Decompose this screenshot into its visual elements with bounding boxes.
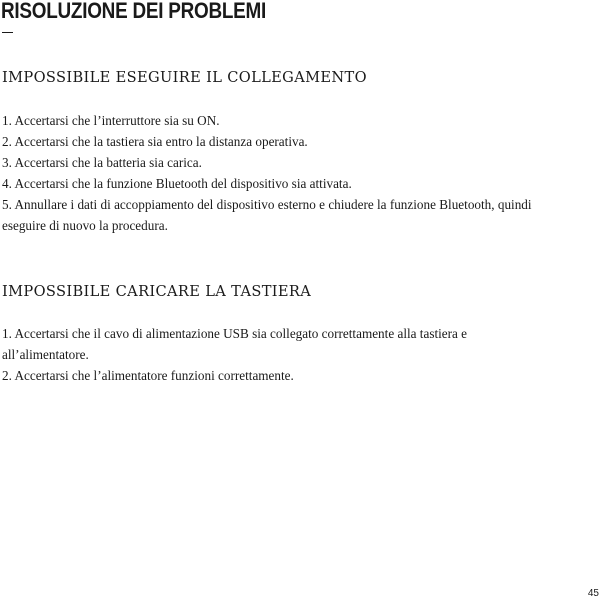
step-list	[2, 323, 542, 386]
list-item: 1. Accertarsi che l’interruttore sia su ON.	[2, 113, 220, 128]
page-number: 45	[587, 588, 599, 599]
list-item: 2. Accertarsi che l’alimentatore funzioni correttamente.	[2, 368, 294, 383]
section-heading: IMPOSSIBILE ESEGUIRE IL COLLEGAMENTO	[2, 69, 367, 86]
list-item: 2. Accertarsi che la tastiera sia entro la distanza operativa.	[2, 134, 308, 149]
list-item: 4. Accertarsi che la funzione Bluetooth del dispositivo sia attivata.	[2, 176, 352, 191]
page-title: RISOLUZIONE DEI PROBLEMI	[1, 0, 267, 23]
list-item: 5. Annullare i dati di accoppiamento del dispositivo esterno e chiudere la funzione Bluetooth, quindi eseguire di nuovo la procedura.	[2, 197, 532, 233]
list-item: 1. Accertarsi che il cavo di alimentazione USB sia collegato correttamente alla tastiera e all’alimentatore.	[2, 326, 468, 362]
title-underline	[2, 32, 13, 33]
list-item: 3. Accertarsi che la batteria sia carica.	[2, 155, 202, 170]
step-list	[2, 110, 542, 236]
section-heading: IMPOSSIBILE CARICARE LA TASTIERA	[2, 283, 312, 300]
